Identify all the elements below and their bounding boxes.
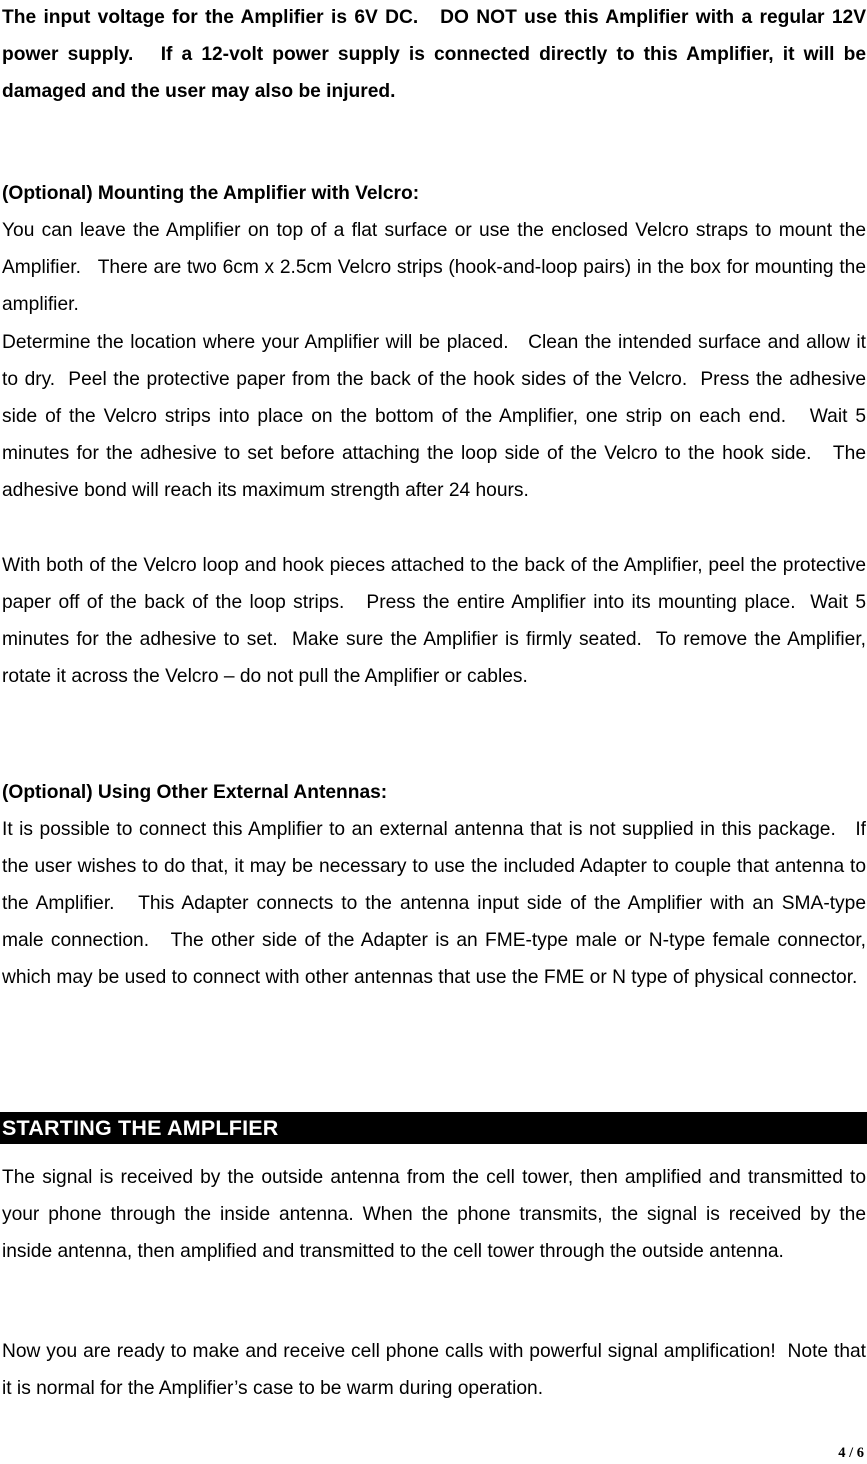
velcro-paragraph-2: Determine the location where your Amplifier will be placed. Clean the intended surface and allow it to dry. Peel the protective paper from the back of the hook sides of the Velcro. Press the adhesive side of the Velcro strips into place on the bottom of the Amplifier, one strip on each end. Wait 5 minutes for the adhesive to set before attaching the loop side of the Velcro to the hook side. The adhesive bond will reach its maximum strength after 24 hours. <box>2 332 866 501</box>
antennas-heading: (Optional) Using Other External Antennas: <box>2 782 388 803</box>
starting-paragraph-2: Now you are ready to make and receive cell phone calls with powerful signal amplification! Note that it is normal for the Amplifier’s case to be warm during operation. <box>2 1341 866 1399</box>
velcro-paragraph-3: With both of the Velcro loop and hook pieces attached to the back of the Amplifier, peel the protective paper off of the back of the loop strips. Press the entire Amplifier into its mounting place. Wait 5 minutes for the adhesive to set. Make sure the Amplifier is firmly seated. To remove the Amplifier, rotate it across the Velcro – do not pull the Amplifier or cables. <box>2 555 866 687</box>
page-number: 4 / 6 <box>838 1445 864 1461</box>
section-title-bar <box>0 1112 867 1144</box>
voltage-warning: The input voltage for the Amplifier is 6V DC. DO NOT use this Amplifier with a regular 12V power supply. If a 12-volt power supply is connected directly to this Amplifier, it will be damaged and the user may also be injured. <box>2 7 866 102</box>
velcro-paragraph-1: You can leave the Amplifier on top of a flat surface or use the enclosed Velcro straps to mount the Amplifier. There are two 6cm x 2.5cm Velcro strips (hook-and-loop pairs) in the box for mounting the amplifier. <box>2 220 866 315</box>
antennas-paragraph: It is possible to connect this Amplifier to an external antenna that is not supplied in this package. If the user wishes to do that, it may be necessary to use the included Adapter to couple that antenna to the Amplifier. This Adapter connects to the antenna input side of the Amplifier with an SMA-type male connection. The other side of the Adapter is an FME-type male or N-type female connector, which may be used to connect with other antennas that use the FME or N type of physical connector. <box>2 819 866 988</box>
starting-title: STARTING THE AMPLFIER <box>2 1116 279 1140</box>
starting-paragraph-1: The signal is received by the outside antenna from the cell tower, then amplified and transmitted to your phone through the inside antenna. When the phone transmits, the signal is received by the inside antenna, then amplified and transmitted to the cell tower through the outside antenna. <box>2 1167 866 1262</box>
velcro-heading: (Optional) Mounting the Amplifier with Velcro: <box>2 183 420 204</box>
